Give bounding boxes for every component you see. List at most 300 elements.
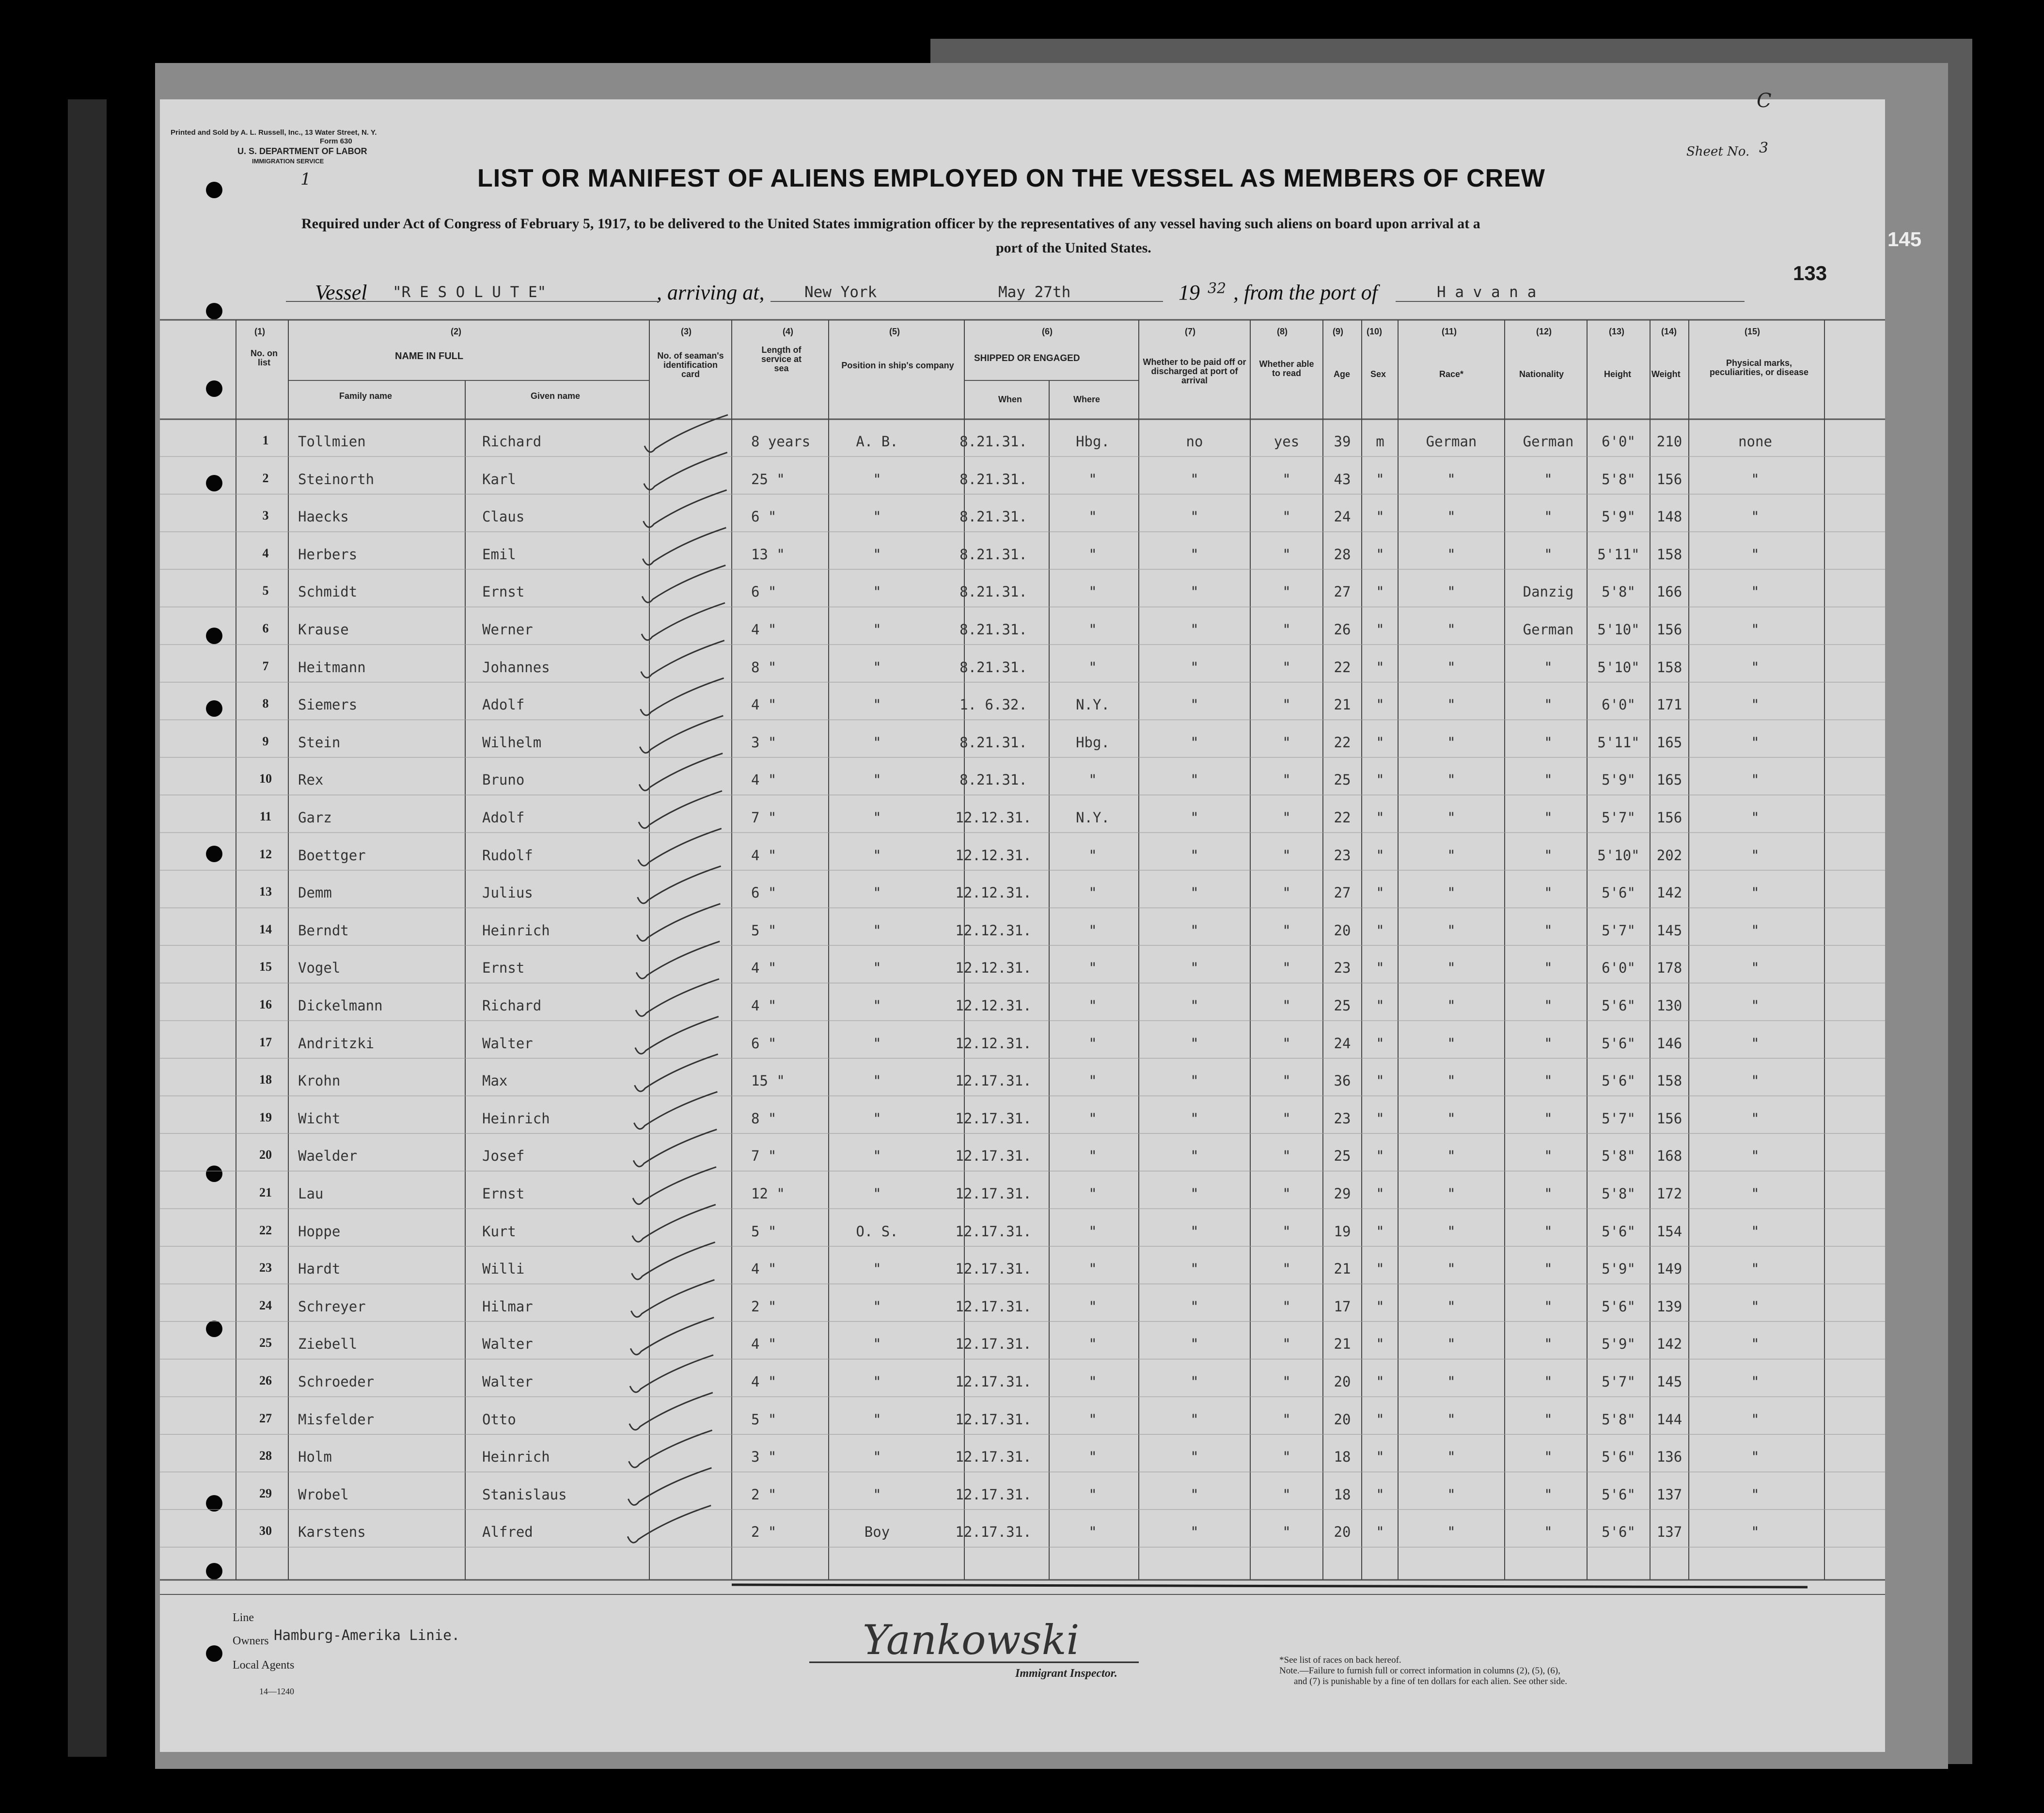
row-where: " [1088, 1223, 1097, 1240]
row-service: 5 " [751, 1411, 777, 1428]
row-marks: " [1751, 772, 1760, 788]
row-no: 20 [259, 1148, 272, 1162]
row-family: Waelder [298, 1148, 358, 1165]
col4-number: (4) [783, 327, 793, 336]
row-marks: " [1751, 997, 1760, 1014]
row-given: Wilhelm [482, 734, 542, 751]
row-marks: " [1751, 508, 1760, 525]
row-height: 5'8" [1602, 1411, 1635, 1428]
row-read: " [1282, 1486, 1291, 1503]
row-nationality: " [1544, 1336, 1553, 1353]
row-service: 2 " [751, 1524, 777, 1541]
check-mark [643, 528, 726, 565]
row-no: 9 [262, 734, 269, 748]
row-family: Tollmien [298, 433, 366, 450]
row-race: " [1447, 1524, 1456, 1541]
row-where: N.Y. [1076, 696, 1110, 713]
check-mark [641, 678, 724, 715]
row-height: 5'7" [1602, 1373, 1635, 1390]
row-marks: " [1751, 1072, 1760, 1089]
col2-number: (2) [451, 327, 461, 336]
row-service: 2 " [751, 1486, 777, 1503]
row-service: 6 " [751, 583, 777, 600]
row-service: 4 " [751, 772, 777, 788]
row-where: " [1088, 546, 1097, 563]
check-mark [635, 1017, 719, 1054]
col6-when: When [998, 394, 1022, 404]
row-given: Rudolf [482, 847, 533, 864]
row-nationality: " [1544, 1223, 1553, 1240]
row-paid: no [1186, 433, 1203, 450]
row-marks: " [1751, 922, 1760, 939]
row-family: Steinorth [298, 471, 375, 488]
row-service: 4 " [751, 621, 777, 638]
row-nationality: " [1544, 922, 1553, 939]
row-when: 8.21.31. [959, 433, 1027, 450]
row-no: 8 [262, 696, 269, 711]
row-nationality: " [1544, 1110, 1553, 1127]
row-given: Heinrich [482, 922, 550, 939]
row-paid: " [1190, 1261, 1199, 1277]
row-when: 12.17.31. [955, 1486, 1032, 1503]
row-weight: 136 [1656, 1449, 1682, 1466]
row-nationality: " [1544, 1449, 1553, 1466]
row-when: 8.21.31. [959, 546, 1027, 563]
row-paid: " [1190, 508, 1199, 525]
row-position: " [873, 583, 881, 600]
row-race: " [1447, 1223, 1456, 1240]
row-where: " [1088, 1298, 1097, 1315]
row-family: Rex [298, 772, 324, 788]
row-age: 36 [1334, 1072, 1351, 1089]
row-no: 14 [259, 922, 272, 936]
row-height: 5'6" [1602, 1486, 1635, 1503]
row-read: " [1282, 508, 1291, 525]
row-where: " [1088, 1261, 1097, 1277]
row-race: " [1447, 922, 1456, 939]
col11-number: (11) [1442, 327, 1457, 336]
row-paid: " [1190, 1411, 1199, 1428]
row-weight: 142 [1656, 1336, 1682, 1353]
row-marks: " [1751, 1336, 1760, 1353]
row-nationality: " [1544, 1373, 1553, 1390]
row-weight: 142 [1656, 884, 1682, 901]
row-height: 5'10" [1597, 847, 1640, 864]
row-position: " [873, 1411, 881, 1428]
row-family: Wicht [298, 1110, 341, 1127]
row-race: " [1447, 1110, 1456, 1127]
check-mark [641, 641, 724, 678]
row-read: " [1282, 1336, 1291, 1353]
row-position: " [873, 997, 881, 1014]
row-height: 5'6" [1602, 884, 1635, 901]
row-given: Walter [482, 1035, 533, 1052]
row-family: Hoppe [298, 1223, 341, 1240]
row-sex: " [1376, 583, 1384, 600]
row-where: " [1088, 922, 1097, 939]
row-family: Garz [298, 809, 332, 826]
check-mark [645, 415, 728, 452]
row-marks: " [1751, 696, 1760, 713]
row-where: " [1088, 997, 1097, 1014]
check-mark [636, 979, 719, 1016]
row-paid: " [1190, 1449, 1199, 1466]
row-position: " [873, 847, 881, 864]
row-sex: " [1376, 1486, 1384, 1503]
row-where: N.Y. [1076, 809, 1110, 826]
check-mark [634, 1092, 717, 1129]
row-position: " [873, 659, 881, 676]
row-read: " [1282, 1223, 1291, 1240]
check-mark [632, 1242, 715, 1279]
row-marks: " [1751, 960, 1760, 977]
row-nationality: German [1523, 621, 1574, 638]
row-nationality: " [1544, 1411, 1553, 1428]
row-height: 5'6" [1602, 1298, 1635, 1315]
row-no: 3 [262, 508, 269, 523]
row-age: 21 [1334, 696, 1351, 713]
page-number-outer: 145 [1887, 228, 1922, 251]
row-read: " [1282, 734, 1291, 751]
row-family: Lau [298, 1185, 324, 1202]
owners-label: Owners [233, 1635, 269, 1647]
row-sex: " [1376, 1261, 1384, 1277]
row-read: " [1282, 884, 1291, 901]
row-race: " [1447, 1449, 1456, 1466]
row-age: 39 [1334, 433, 1351, 450]
col15-label: Physical marks, peculiarities, or disease [1709, 358, 1809, 377]
col1-number: (1) [254, 327, 265, 336]
row-race: " [1447, 847, 1456, 864]
row-age: 17 [1334, 1298, 1351, 1315]
row-nationality: " [1544, 471, 1553, 488]
row-service: 6 " [751, 1035, 777, 1052]
row-weight: 137 [1656, 1524, 1682, 1541]
row-race: " [1447, 734, 1456, 751]
row-service: 2 " [751, 1298, 777, 1315]
row-read: " [1282, 1110, 1291, 1127]
row-no: 6 [262, 621, 269, 635]
row-service: 4 " [751, 960, 777, 977]
col5-label: Position in ship's company [841, 361, 954, 370]
row-when: 12.12.31. [955, 884, 1032, 901]
row-where: " [1088, 1449, 1097, 1466]
row-nationality: " [1544, 1072, 1553, 1089]
row-paid: " [1190, 621, 1199, 638]
row-sex: " [1376, 884, 1384, 901]
row-paid: " [1190, 922, 1199, 939]
col7-label: Whether to be paid off or discharged at port of arrival [1143, 357, 1246, 385]
row-paid: " [1190, 884, 1199, 901]
note-races: *See list of races on back hereof. [1279, 1655, 1401, 1665]
row-marks: " [1751, 1223, 1760, 1240]
row-nationality: Danzig [1523, 583, 1574, 600]
row-service: 4 " [751, 696, 777, 713]
row-marks: " [1751, 847, 1760, 864]
row-marks: " [1751, 1110, 1760, 1127]
row-where: " [1088, 1524, 1097, 1541]
row-paid: " [1190, 1373, 1199, 1390]
check-mark [638, 829, 722, 866]
row-sex: " [1376, 1072, 1384, 1089]
row-sex: " [1376, 696, 1384, 713]
row-where: " [1088, 659, 1097, 676]
row-sex: " [1376, 621, 1384, 638]
row-age: 27 [1334, 884, 1351, 901]
col3-label: No. of seaman's identification card [657, 351, 724, 379]
vessel-label: Vessel [315, 281, 367, 304]
col7-number: (7) [1185, 327, 1195, 336]
row-paid: " [1190, 847, 1199, 864]
row-when: 8.21.31. [959, 734, 1027, 751]
row-weight: 154 [1656, 1223, 1682, 1240]
row-age: 19 [1334, 1223, 1351, 1240]
row-height: 5'6" [1602, 1524, 1635, 1541]
row-when: 12.17.31. [955, 1373, 1032, 1390]
row-race: " [1447, 960, 1456, 977]
row-sex: " [1376, 1524, 1384, 1541]
row-position: " [873, 1148, 881, 1165]
row-given: Karl [482, 471, 516, 488]
row-family: Stein [298, 734, 341, 751]
check-mark [635, 1054, 718, 1091]
row-age: 25 [1334, 1148, 1351, 1165]
row-height: 5'6" [1602, 997, 1635, 1014]
row-weight: 148 [1656, 508, 1682, 525]
row-marks: " [1751, 1261, 1760, 1277]
row-height: 6'0" [1602, 433, 1635, 450]
row-paid: " [1190, 772, 1199, 788]
row-no: 17 [259, 1035, 272, 1049]
row-weight: 156 [1656, 621, 1682, 638]
row-where: " [1088, 1336, 1097, 1353]
row-where: " [1088, 884, 1097, 901]
row-no: 30 [259, 1524, 272, 1538]
row-paid: " [1190, 1336, 1199, 1353]
row-given: Alfred [482, 1524, 533, 1541]
check-mark [631, 1280, 714, 1317]
row-service: 6 " [751, 884, 777, 901]
row-service: 4 " [751, 997, 777, 1014]
row-position: " [873, 960, 881, 977]
row-when: 1. 6.32. [959, 696, 1027, 713]
row-weight: 156 [1656, 1110, 1682, 1127]
row-position: O. S. [856, 1223, 898, 1240]
row-position: Boy [864, 1524, 890, 1541]
row-no: 28 [259, 1449, 272, 1463]
row-age: 20 [1334, 922, 1351, 939]
row-given: Bruno [482, 772, 525, 788]
row-position: " [873, 696, 881, 713]
row-read: " [1282, 471, 1291, 488]
row-read: " [1282, 1148, 1291, 1165]
row-sex: " [1376, 1148, 1384, 1165]
page-number-inner: 133 [1793, 262, 1827, 284]
row-given: Otto [482, 1411, 516, 1428]
check-mark [638, 866, 721, 903]
row-given: Ernst [482, 583, 525, 600]
row-family: Wrobel [298, 1486, 349, 1503]
row-paid: " [1190, 960, 1199, 977]
row-position: " [873, 772, 881, 788]
row-family: Siemers [298, 696, 358, 713]
row-age: 18 [1334, 1449, 1351, 1466]
row-age: 24 [1334, 1035, 1351, 1052]
row-height: 5'10" [1597, 621, 1640, 638]
row-family: Krause [298, 621, 349, 638]
check-mark [644, 453, 727, 490]
note-penalty-2: and (7) is punishable by a fine of ten dollars for each alien. See other side. [1294, 1676, 1568, 1687]
subtitle-line-1: Required under Act of Congress of February 5, 1917, to be delivered to the United States immigration officer by the representatives of any vessel having such aliens on board upon arrival at a [301, 216, 1480, 232]
check-mark [639, 753, 723, 790]
row-weight: 166 [1656, 583, 1682, 600]
row-family: Haecks [298, 508, 349, 525]
row-read: " [1282, 1411, 1291, 1428]
row-height: 5'8" [1602, 471, 1635, 488]
col9-number: (9) [1333, 327, 1343, 336]
row-given: Richard [482, 433, 542, 450]
row-read: " [1282, 772, 1291, 788]
row-family: Andritzki [298, 1035, 375, 1052]
row-age: 22 [1334, 809, 1351, 826]
row-service: 8 years [751, 433, 811, 450]
row-marks: " [1751, 621, 1760, 638]
row-race: " [1447, 1298, 1456, 1315]
row-read: " [1282, 1298, 1291, 1315]
row-weight: 165 [1656, 772, 1682, 788]
row-race: " [1447, 884, 1456, 901]
check-mark [630, 1317, 714, 1355]
row-where: " [1088, 621, 1097, 638]
row-weight: 165 [1656, 734, 1682, 751]
row-where: " [1088, 1110, 1097, 1127]
check-mark [629, 1430, 712, 1467]
row-no: 7 [262, 659, 269, 673]
col11-label: Race* [1439, 369, 1464, 379]
row-position: " [873, 1035, 881, 1052]
row-marks: " [1751, 1035, 1760, 1052]
row-nationality: " [1544, 884, 1553, 901]
row-given: Julius [482, 884, 533, 901]
row-nationality: " [1544, 1298, 1553, 1315]
col8-label: Whether able to read [1259, 359, 1314, 378]
check-mark [628, 1468, 711, 1505]
col1-label: No. on list [251, 348, 278, 367]
row-where: " [1088, 1373, 1097, 1390]
row-height: 5'8" [1602, 583, 1635, 600]
row-sex: " [1376, 1336, 1384, 1353]
arrival-date: May 27th [998, 284, 1071, 301]
row-given: Stanislaus [482, 1486, 567, 1503]
row-family: Heitmann [298, 659, 366, 676]
row-given: Walter [482, 1336, 533, 1353]
row-when: 8.21.31. [959, 508, 1027, 525]
row-read: " [1282, 847, 1291, 864]
row-nationality: " [1544, 1261, 1553, 1277]
row-sex: " [1376, 960, 1384, 977]
row-position: " [873, 1298, 881, 1315]
row-marks: " [1751, 583, 1760, 600]
col8-number: (8) [1277, 327, 1288, 336]
row-when: 8.21.31. [959, 772, 1027, 788]
row-when: 12.17.31. [955, 1298, 1032, 1315]
row-given: Adolf [482, 809, 525, 826]
row-family: Herbers [298, 546, 358, 563]
row-service: 3 " [751, 734, 777, 751]
row-age: 22 [1334, 659, 1351, 676]
row-when: 12.12.31. [955, 809, 1032, 826]
row-height: 6'0" [1602, 696, 1635, 713]
row-when: 12.17.31. [955, 1524, 1032, 1541]
row-nationality: " [1544, 809, 1553, 826]
row-when: 12.12.31. [955, 1035, 1032, 1052]
row-no: 18 [259, 1072, 272, 1087]
row-where: " [1088, 583, 1097, 600]
row-paid: " [1190, 734, 1199, 751]
row-paid: " [1190, 1035, 1199, 1052]
row-nationality: " [1544, 960, 1553, 977]
row-paid: " [1190, 1223, 1199, 1240]
row-read: " [1282, 1185, 1291, 1202]
col12-label: Nationality [1519, 369, 1564, 379]
row-sex: " [1376, 659, 1384, 676]
row-race: " [1447, 1072, 1456, 1089]
row-position: " [873, 922, 881, 939]
vessel-name: "R E S O L U T E" [393, 284, 547, 301]
sheet-number: 3 [1759, 140, 1769, 157]
row-age: 22 [1334, 734, 1351, 751]
row-sex: " [1376, 734, 1384, 751]
row-weight: 171 [1656, 696, 1682, 713]
row-position: " [873, 508, 881, 525]
row-race: " [1447, 1148, 1456, 1165]
row-given: Max [482, 1072, 508, 1089]
check-mark [644, 490, 727, 527]
row-age: 21 [1334, 1336, 1351, 1353]
row-sex: " [1376, 922, 1384, 939]
row-race: " [1447, 772, 1456, 788]
row-weight: 158 [1656, 1072, 1682, 1089]
row-height: 5'7" [1602, 922, 1635, 939]
row-race: " [1447, 1336, 1456, 1353]
row-nationality: " [1544, 847, 1553, 864]
row-position: " [873, 1072, 881, 1089]
row-nationality: " [1544, 1185, 1553, 1202]
row-age: 25 [1334, 997, 1351, 1014]
row-position: " [873, 1110, 881, 1127]
row-marks: none [1738, 433, 1772, 450]
row-read: " [1282, 1261, 1291, 1277]
row-family: Schmidt [298, 583, 358, 600]
col2-given-name: Given name [531, 391, 581, 401]
row-height: 5'6" [1602, 1072, 1635, 1089]
row-paid: " [1190, 696, 1199, 713]
row-family: Schroeder [298, 1373, 375, 1390]
row-when: 12.12.31. [955, 847, 1032, 864]
row-weight: 210 [1656, 433, 1682, 450]
arriving-label: , arriving at, [657, 281, 765, 304]
row-age: 23 [1334, 1110, 1351, 1127]
row-race: " [1447, 1373, 1456, 1390]
row-where: " [1088, 1148, 1097, 1165]
row-service: 3 " [751, 1449, 777, 1466]
row-where: " [1088, 1411, 1097, 1428]
row-height: 5'9" [1602, 508, 1635, 525]
row-family: Demm [298, 884, 332, 901]
check-mark [629, 1393, 713, 1430]
row-paid: " [1190, 659, 1199, 676]
row-read: " [1282, 809, 1291, 826]
